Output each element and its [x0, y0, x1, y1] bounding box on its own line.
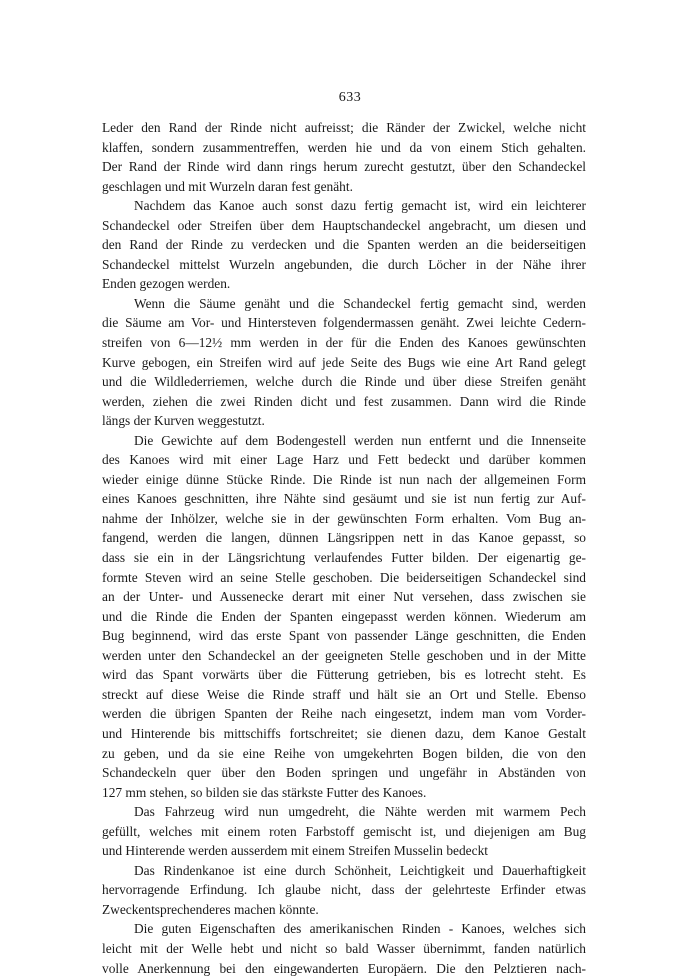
text-line: Kurve gebogen, ein Streifen wird auf jede Seite des Bugs wie eine Art Rand gelegt	[102, 354, 586, 370]
text-line: streifen von 6—12½ mm werden in der für die Enden des Kanoes gewünschten	[102, 335, 586, 351]
text-line: Schandeckeln quer über den Boden springen und ungefähr in Abständen von	[102, 765, 586, 781]
text-line: fangend, werden die langen, dünnen Längsrippen nett in das Kanoe gepasst, so	[102, 530, 586, 546]
text-line: und Hinterende bis mittschiffs fortschreitet; sie dienen dazu, dem Kanoe Gestalt	[102, 725, 586, 741]
body-text	[102, 118, 586, 978]
text-line: zu geben, und da sie eine Reihe von umgekehrten Bogen bilden, die von den	[102, 745, 586, 761]
text-line: volle Anerkennung bei den eingewanderten Europäern. Die den Pelztieren nach-	[102, 960, 586, 976]
text-line: und die Rinde die Enden der Spanten eingepasst werden können. Wiederum am	[102, 608, 586, 624]
text-line: längs der Kurven weggestutzt.	[102, 413, 265, 429]
text-line: nahme der Inhölzer, welche sie in der gewünschten Form erhalten. Vom Bug an-	[102, 510, 586, 526]
text-line: Bug beginnend, wird das erste Spant von passender Länge geschnitten, die Enden	[102, 628, 586, 644]
text-line: Wenn die Säume genäht und die Schandeckel fertig gemacht sind, werden	[134, 295, 586, 311]
text-line: Leder den Rand der Rinde nicht aufreisst; die Ränder der Zwickel, welche nicht	[102, 120, 586, 135]
text-line: werden, ziehen die zwei Rinden dicht und fest zusammen. Dann wird die Rinde	[102, 393, 586, 409]
paragraph	[102, 861, 586, 920]
text-line: des Kanoes wird mit einer Lage Harz und Fett bedeckt und darüber kommen	[102, 452, 586, 468]
page-number: 633	[338, 90, 362, 105]
text-line: werden unter den Schandeckel an der geeigneten Stelle geschoben und in der Mitte	[102, 647, 586, 663]
text-line: Der Rand der Rinde wird dann rings herum zurecht gestutzt, über den Schandeckel	[102, 159, 586, 175]
paragraph	[102, 919, 586, 978]
text-line: Schandeckel oder Streifen über dem Hauptschandeckel angebracht, um diesen und	[102, 217, 586, 233]
text-line: Das Fahrzeug wird nun umgedreht, die Nähte werden mit warmem Pech	[134, 804, 586, 820]
text-line: hervorragende Erfindung. Ich glaube nicht, dass der gelehrteste Erfinder etwas	[102, 882, 586, 898]
text-line: eines Kanoes geschnitten, ihre Nähte sind gesäumt und sie ist nun fertig zur Auf-	[102, 491, 586, 507]
text-line: klaffen, sondern zusammentreffen, werden hie und da von einem Stich gehalten.	[102, 139, 586, 155]
text-line: leicht mit der Welle hebt und nicht so bald Wasser übernimmt, fanden natürlich	[102, 940, 586, 956]
text-line: 127 mm stehen, so bilden sie das stärkste Futter des Kanoes.	[102, 784, 427, 800]
text-line: den Rand der Rinde zu verdecken und die Spanten werden an die beiderseitigen	[102, 237, 586, 253]
text-line: Die Gewichte auf dem Bodengestell werden nun entfernt und die Innenseite	[134, 432, 586, 448]
text-line: und die Wildlederriemen, welche durch die Rinde und über diese Streifen genäht	[102, 374, 586, 390]
paragraph	[102, 802, 586, 861]
paragraph	[102, 431, 586, 802]
text-line: Enden gezogen werden.	[102, 276, 231, 292]
text-line: wird das Spant vorwärts über die Fütterung getrieben, bis es lotrecht steht. Es	[102, 667, 586, 683]
text-line: werden die übrigen Spanten der Reihe nach eingesetzt, indem man vom Vorder-	[102, 706, 586, 722]
text-line: geschlagen und mit Wurzeln daran fest genäht.	[102, 178, 353, 194]
paragraph	[102, 294, 586, 431]
text-line: Zweckentsprechenderes machen könnte.	[102, 901, 319, 917]
text-line: streckt auf diese Weise die Rinde straff und hält sie an Ort und Stelle. Ebenso	[102, 686, 586, 702]
text-line: gefüllt, welches mit einem roten Farbstoff gemischt ist, und diejenigen am Bug	[102, 823, 586, 839]
text-line: wieder einige dünne Stücke Rinde. Die Rinde ist nun nach der allgemeinen Form	[102, 471, 586, 487]
text-line: und Hinterende werden ausserdem mit einem Streifen Musselin bedeckt	[102, 843, 488, 859]
text-line: Das Rindenkanoe ist eine durch Schönheit, Leichtigkeit und Dauerhaftigkeit	[134, 862, 586, 878]
text-line: Die guten Eigenschaften des amerikanischen Rinden - Kanoes, welches sich	[134, 921, 586, 937]
text-line: formte Steven wird an seine Stelle geschoben. Die beiderseitigen Schandeckel sind	[102, 569, 586, 585]
paragraph	[102, 118, 586, 196]
paragraph	[102, 196, 586, 294]
text-line: dass sie ein in der Längsrichtung verlaufendes Futter bilden. Der eigenartig ge-	[102, 550, 586, 566]
text-line: die Säume am Vor- und Hintersteven folgendermassen genäht. Zwei leichte Cedern-	[102, 315, 586, 331]
text-line: Schandeckel mittelst Wurzeln angebunden, die durch Löcher in der Nähe ihrer	[102, 256, 586, 272]
text-line: an der Unter- und Aussenecke derart mit einer Nut versehen, dass zwischen sie	[102, 589, 586, 605]
text-line: Nachdem das Kanoe auch sonst dazu fertig gemacht ist, wird ein leichterer	[134, 198, 586, 214]
